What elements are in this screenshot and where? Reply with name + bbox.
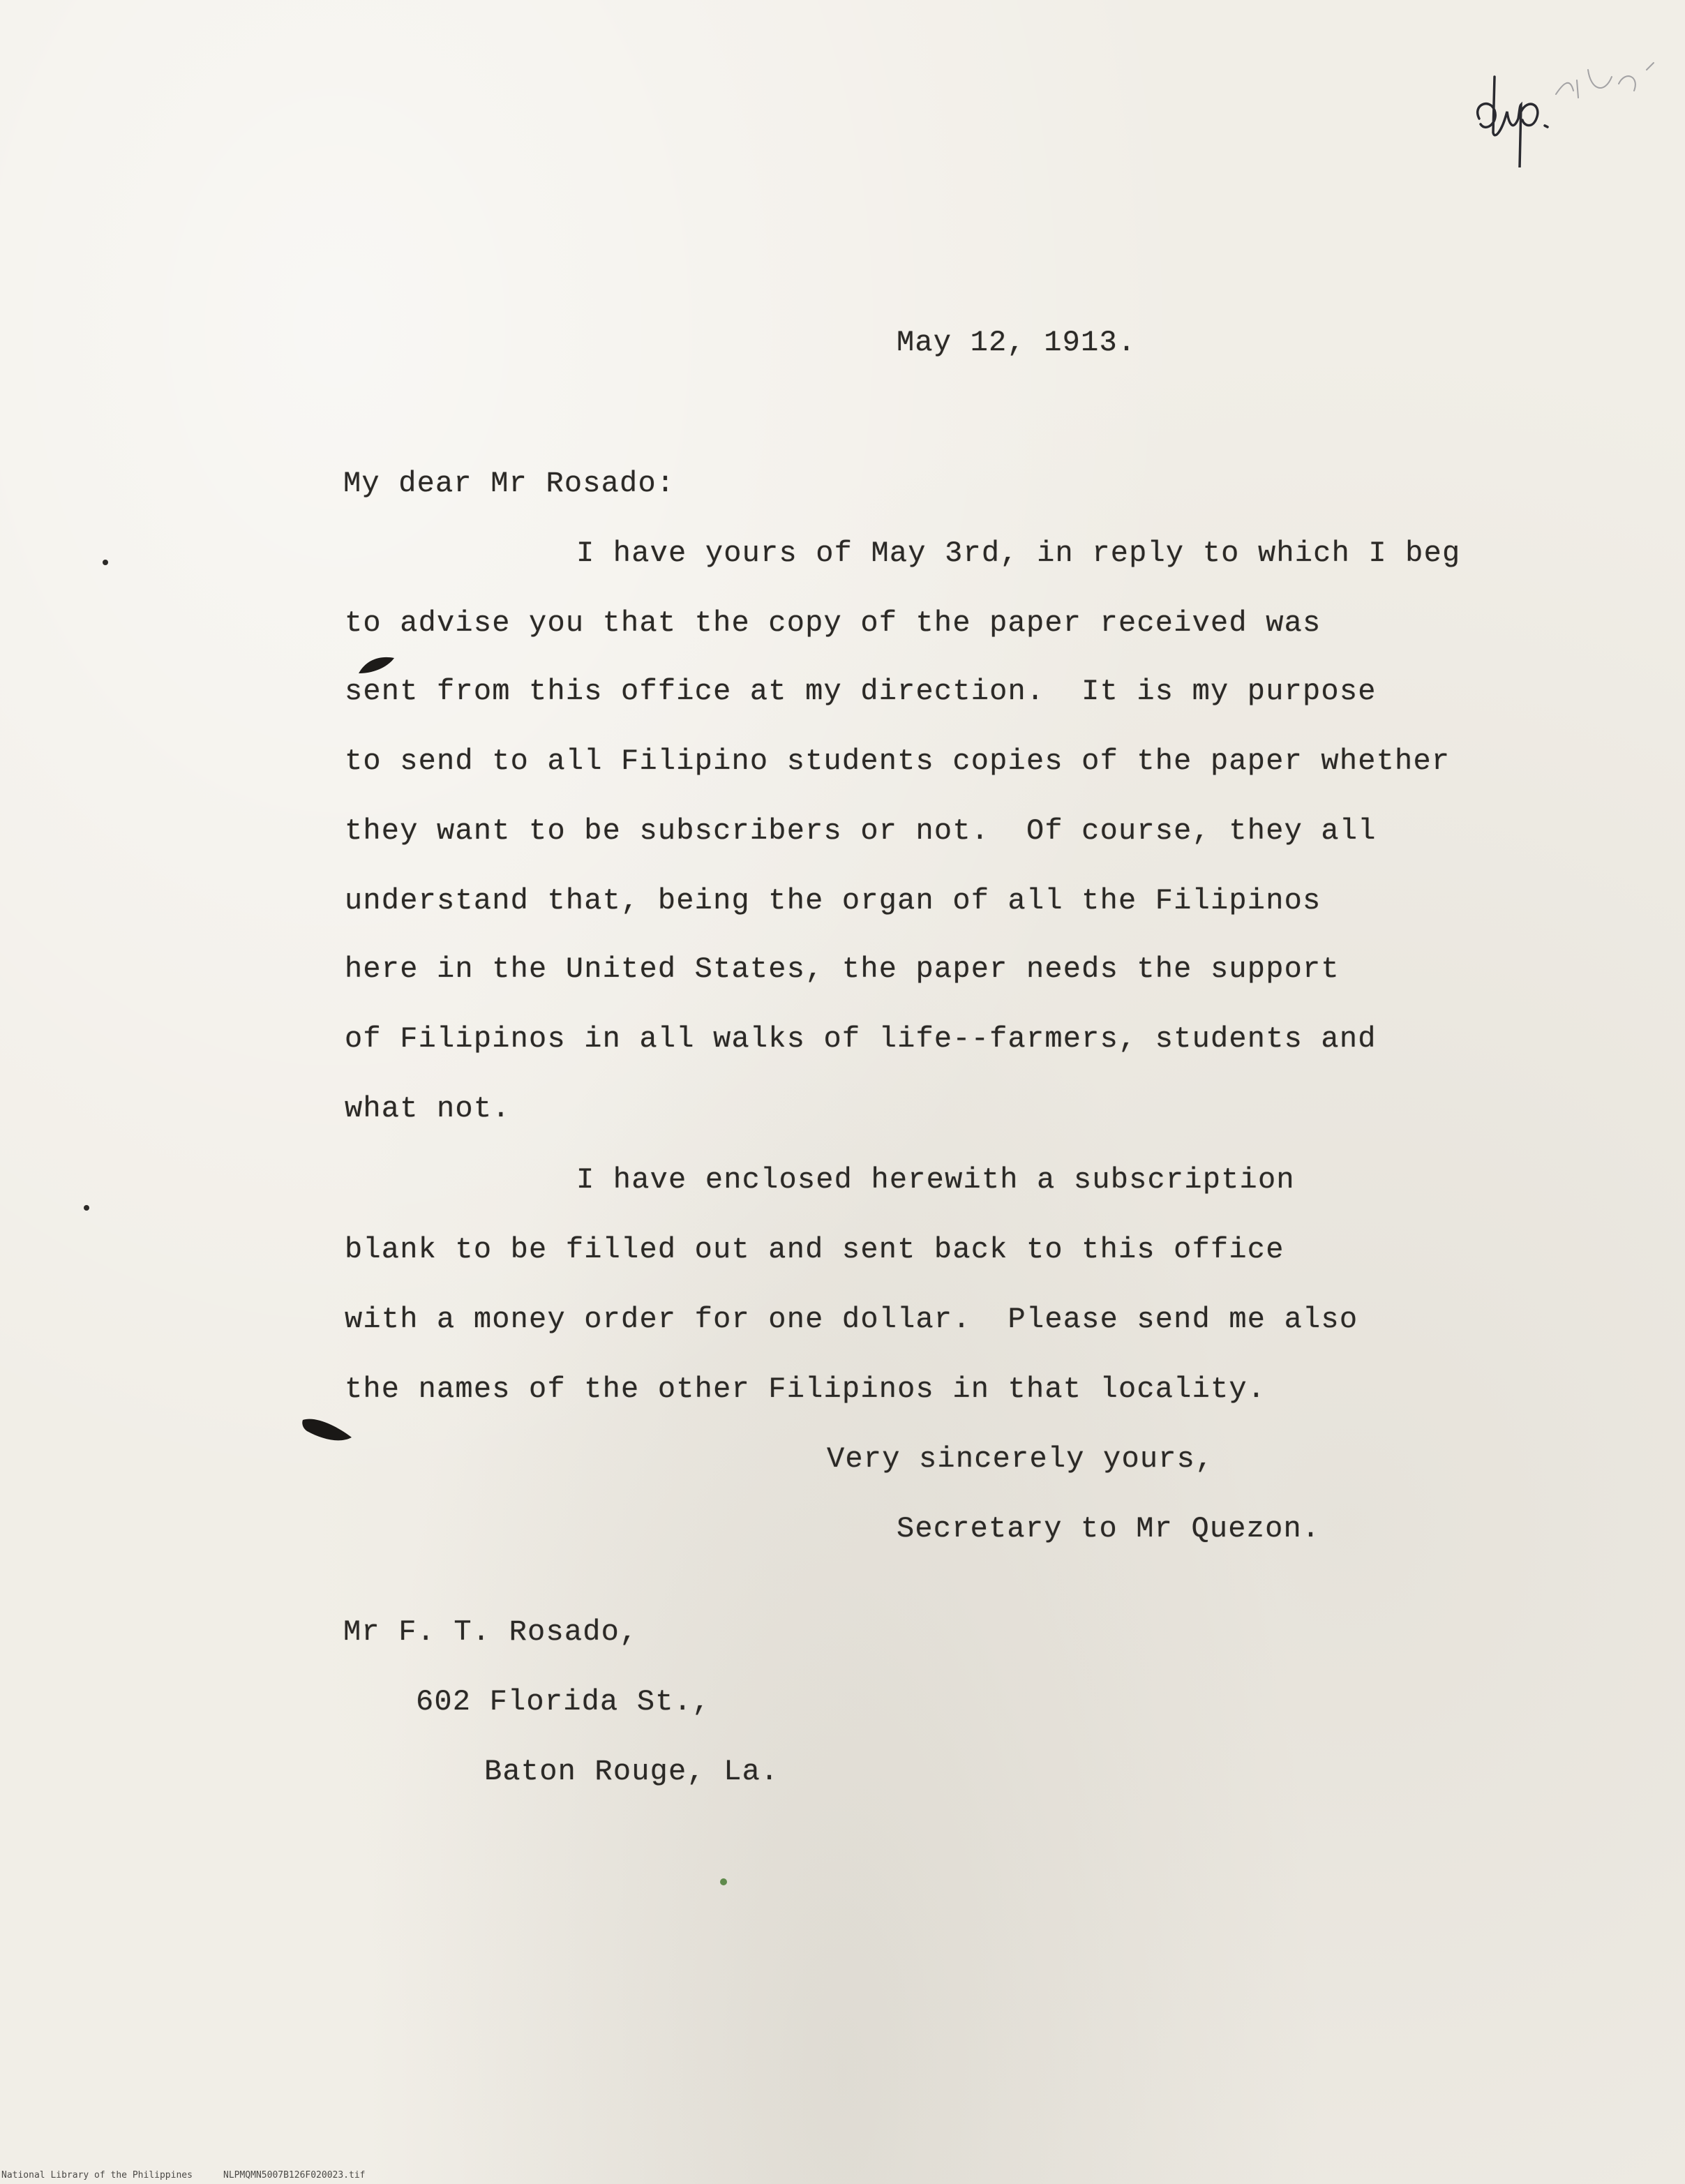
paragraph-line: they want to be subscribers or not. Of course, they all xyxy=(345,814,1377,848)
signature: Secretary to Mr Quezon. xyxy=(897,1512,1321,1546)
ink-spot xyxy=(719,1877,728,1887)
paragraph-line: to send to all Filipino students copies of the paper whether xyxy=(345,745,1451,778)
paragraph-line: blank to be filled out and sent back to this office xyxy=(345,1233,1285,1266)
letter-date: May 12, 1913. xyxy=(897,326,1137,359)
file-id: NLPMQMN5007B126F020023.tif xyxy=(223,2170,366,2181)
paragraph-line: understand that, being the organ of all the Filipinos xyxy=(345,884,1321,918)
ink-spot xyxy=(101,558,110,567)
address-line: Baton Rouge, La. xyxy=(484,1755,779,1788)
paragraph-line: what not. xyxy=(345,1092,511,1125)
address-line: 602 Florida St., xyxy=(416,1685,711,1719)
paragraph-line: with a money order for one dollar. Please send me also xyxy=(345,1303,1358,1336)
ink-spot xyxy=(82,1204,91,1212)
closing: Very sincerely yours, xyxy=(827,1442,1214,1476)
salutation: My dear Mr Rosado: xyxy=(343,467,675,500)
paragraph-line: I have yours of May 3rd, in reply to which I beg xyxy=(576,537,1461,570)
paragraph-line: here in the United States, the paper needs the support xyxy=(345,952,1340,986)
ink-blot xyxy=(301,1413,354,1448)
address-line: Mr F. T. Rosado, xyxy=(343,1615,638,1649)
paragraph-line: I have enclosed herewith a subscription xyxy=(576,1163,1295,1197)
paragraph-line: to advise you that the copy of the paper received was xyxy=(345,606,1321,640)
annotation-text xyxy=(1451,28,1675,167)
paragraph-line: sent from this office at my direction. It is my purpose xyxy=(345,675,1377,708)
library-credit: National Library of the Philippines xyxy=(1,2170,193,2181)
paragraph-line: the names of the other Filipinos in that locality. xyxy=(345,1373,1266,1406)
paragraph-line: of Filipinos in all walks of life--farmers, students and xyxy=(345,1022,1377,1056)
